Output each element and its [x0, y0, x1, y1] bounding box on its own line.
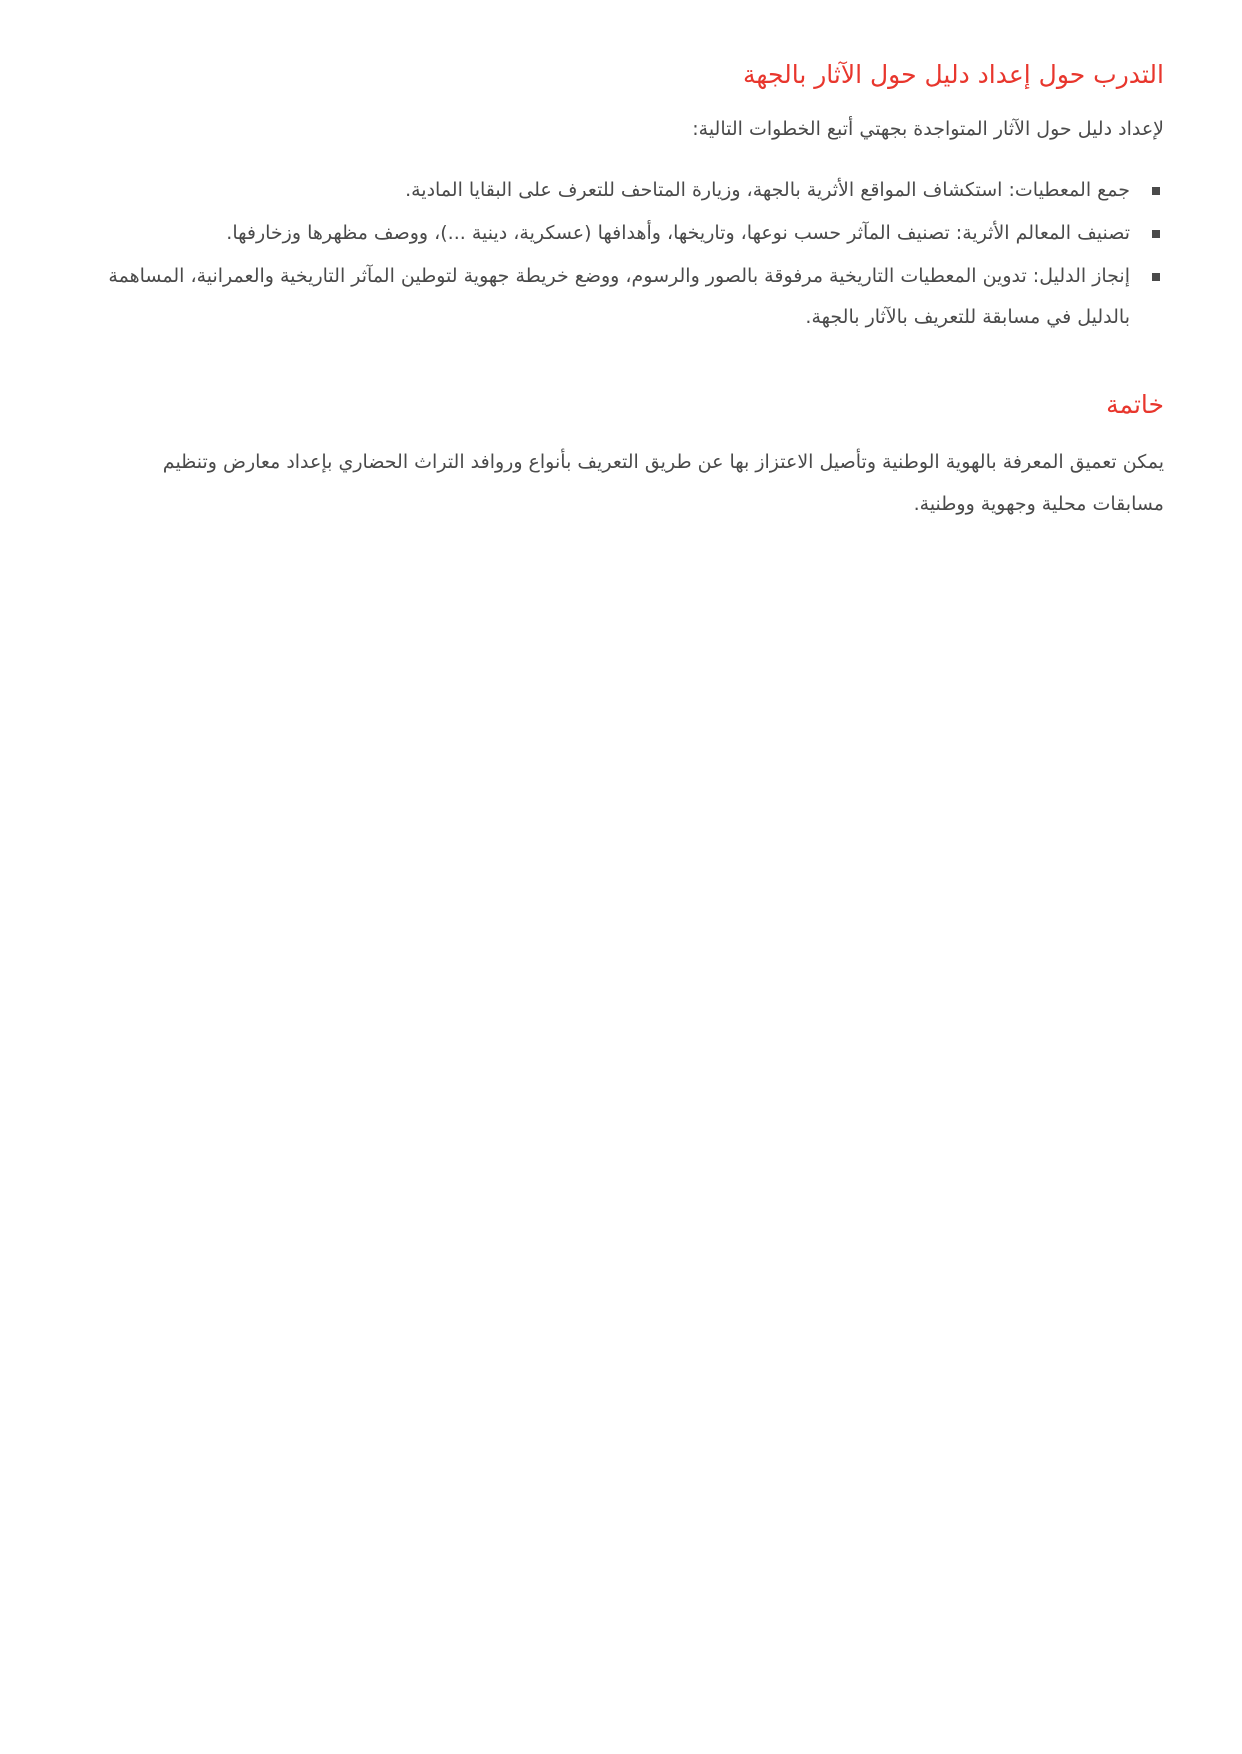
square-bullet-icon: [1152, 230, 1160, 238]
content-column: [98, 52, 1164, 525]
steps-list: [98, 170, 1164, 338]
conclusion-paragraph: يمكن تعميق المعرفة بالهوية الوطنية وتأصيل الاعتزاز بها عن طريق التعريف بأنواع وروافد التراث الحضاري بإعداد معارض وتنظيم مسابقات محلية وجهوية ووطنية.: [162, 451, 1164, 515]
square-bullet-icon: [1152, 187, 1160, 195]
step-text: إنجاز الدليل: تدوين المعطيات التاريخية مرفوقة بالصور والرسوم، ووضع خريطة جهوية لتوطين المآثر التاريخية والعمرانية، المساهمة بالدليل في مسابقة للتعريف بالآثار بالجهة.: [108, 265, 1130, 328]
list-item: [98, 170, 1164, 211]
list-item: [98, 213, 1164, 254]
step-text: تصنيف المعالم الأثرية: تصنيف المآثر حسب نوعها، وتاريخها، وأهدافها (عسكرية، دينية ...)، ووصف مظهرها وزخارفها.: [226, 222, 1130, 244]
section-title: التدرب حول إعداد دليل حول الآثار بالجهة: [743, 60, 1164, 89]
square-bullet-icon: [1152, 273, 1160, 281]
step-text: جمع المعطيات: استكشاف المواقع الأثرية بالجهة، وزيارة المتاحف للتعرف على البقايا المادية.: [405, 179, 1130, 201]
conclusion-title: خاتمة: [1106, 390, 1164, 419]
list-item: [98, 256, 1164, 338]
intro-paragraph: لإعداد دليل حول الآثار المتواجدة بجهتي أتبع الخطوات التالية:: [692, 118, 1164, 140]
